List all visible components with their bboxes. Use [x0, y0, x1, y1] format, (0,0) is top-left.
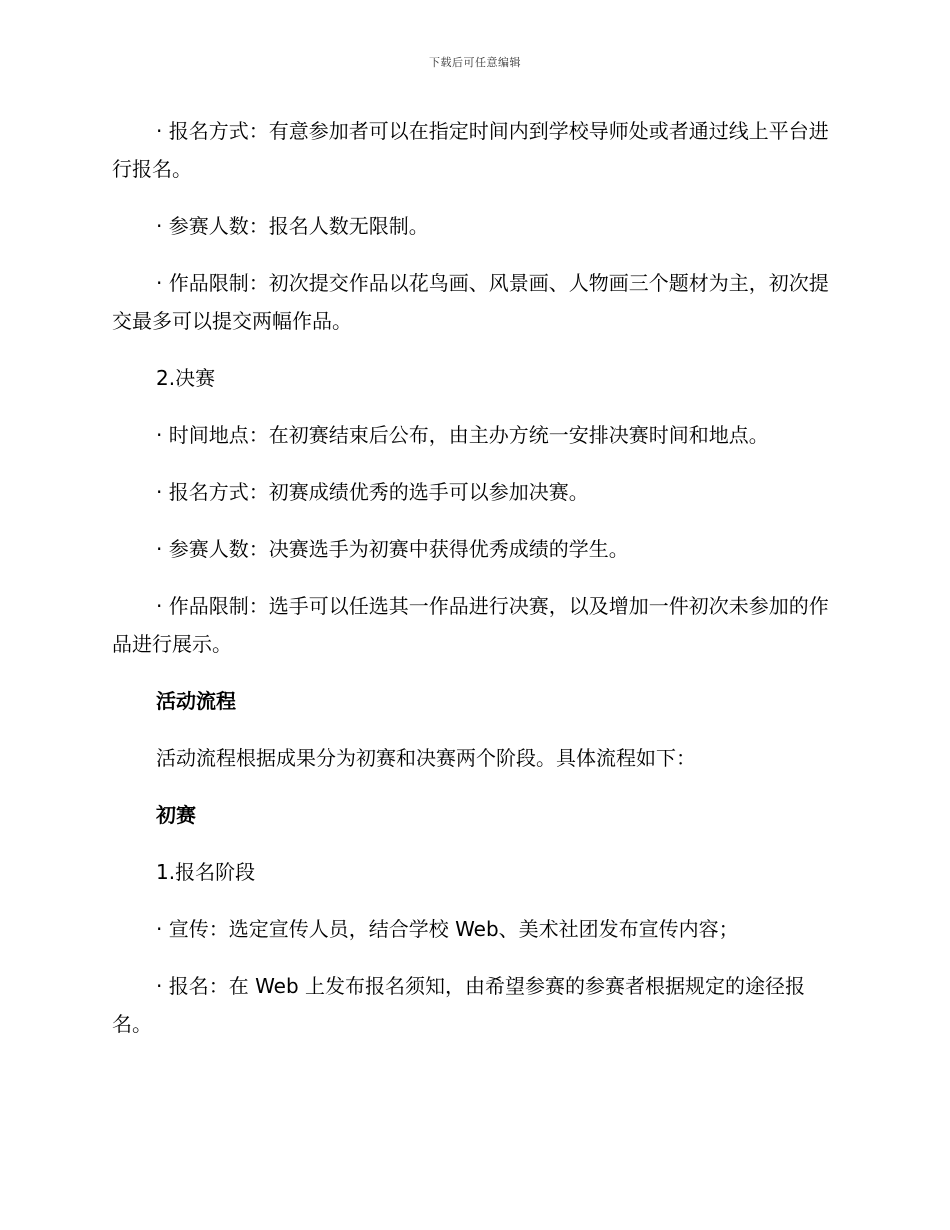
section-final: 2.决赛	[156, 366, 216, 390]
page-header: 下载后可任意编辑	[429, 56, 521, 69]
paragraph-final-work-limits: · 作品限制：选手可以任选其一作品进行决赛，以及增加一件初次未参加的作品进行展示。	[112, 594, 829, 656]
paragraph-registration-method: · 报名方式：有意参加者可以在指定时间内到学校导师处或者通过线上平台进行报名。	[112, 119, 829, 181]
paragraph-final-time-place: · 时间地点：在初赛结束后公布，由主办方统一安排决赛时间和地点。	[156, 423, 769, 447]
paragraph-final-participants: · 参赛人数：决赛选手为初赛中获得优秀成绩的学生。	[156, 537, 629, 561]
paragraph-publicity: · 宣传：选定宣传人员，结合学校 Web、美术社团发布宣传内容；	[156, 917, 739, 941]
paragraph-registration: · 报名：在 Web 上发布报名须知，由希望参赛的参赛者根据规定的途径报名。	[112, 974, 806, 1036]
document-body	[112, 112, 840, 1062]
paragraph-work-limits: · 作品限制：初次提交作品以花鸟画、风景画、人物画三个题材为主，初次提交最多可以提交两幅作品。	[112, 271, 829, 333]
paragraph-participant-count: · 参赛人数：报名人数无限制。	[156, 214, 429, 238]
paragraph-process-intro: 活动流程根据成果分为初赛和决赛两个阶段。具体流程如下：	[156, 746, 696, 770]
paragraph-final-registration: · 报名方式：初赛成绩优秀的选手可以参加决赛。	[156, 480, 589, 504]
heading-activity-process: 活动流程	[156, 689, 236, 713]
section-registration-stage: 1.报名阶段	[156, 860, 256, 884]
heading-preliminary: 初赛	[156, 803, 196, 827]
